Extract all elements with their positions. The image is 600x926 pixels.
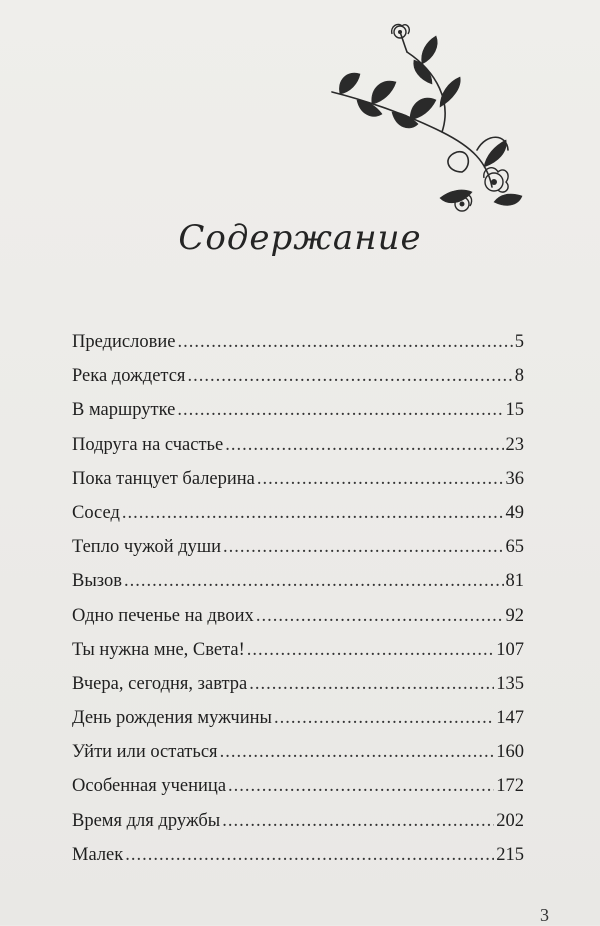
toc-entry[interactable] [72,537,524,571]
toc-entry-page: 15 [505,400,524,421]
toc-entry-title: Пока танцует балерина [72,468,255,489]
toc-entry-page: 92 [505,605,524,626]
toc-entry-page: 8 [514,366,524,387]
toc-entry-title: Время для дружбы [72,810,221,831]
toc-entry[interactable] [72,708,524,742]
toc-entry-page: 23 [505,434,524,455]
toc-entry-title: Ты нужна мне, Света! [72,639,245,660]
toc-entry-page: 147 [496,708,524,729]
table-of-contents [72,332,524,879]
toc-entry-title: Сосед [72,502,120,523]
dot-leader [177,400,503,421]
toc-entry-title: В маршрутке [72,400,176,421]
dot-leader [222,811,494,832]
dot-leader [124,571,504,592]
toc-entry-page: 81 [505,571,524,592]
toc-entry-page: 172 [496,776,524,797]
toc-entry-page: 135 [496,673,524,694]
toc-entry-title: Одно печенье на двоих [72,605,254,626]
dot-leader [228,776,494,797]
dot-leader [220,742,495,763]
toc-entry-title: Особенная ученица [72,776,227,797]
toc-entry-page: 215 [496,844,524,865]
dot-leader [187,366,512,387]
dot-leader [225,435,503,456]
toc-entry[interactable] [72,503,524,537]
toc-entry[interactable] [72,742,524,776]
toc-entry-title: Река дождется [72,366,186,387]
toc-entry-page: 49 [505,502,524,523]
toc-entry-title: Предисловие [72,332,176,352]
dot-leader [177,332,512,353]
toc-entry[interactable] [72,366,524,400]
toc-entry[interactable] [72,571,524,605]
toc-entry-page: 65 [505,537,524,558]
toc-entry[interactable] [72,332,524,366]
dot-leader [223,537,503,558]
toc-entry-page: 5 [514,332,524,352]
page-title: Содержание [178,218,422,258]
dot-leader [256,606,504,627]
toc-entry-page: 107 [496,639,524,660]
dot-leader [249,674,494,695]
toc-entry[interactable] [72,400,524,434]
page-number: 3 [540,905,549,925]
toc-entry[interactable] [72,776,524,810]
toc-entry[interactable] [72,811,524,845]
dot-leader [122,503,504,524]
dot-leader [247,640,494,661]
toc-entry-title: Подруга на счастье [72,434,224,455]
toc-entry[interactable] [72,845,524,879]
toc-entry[interactable] [72,606,524,640]
floral-branch-icon [312,22,532,222]
toc-entry-title: Уйти или остаться [72,742,218,763]
toc-entry-title: Вызов [72,571,122,592]
dot-leader [125,845,494,866]
dot-leader [257,469,504,490]
toc-entry-title: Вчера, сегодня, завтра [72,673,248,694]
toc-entry[interactable] [72,469,524,503]
toc-entry-page: 202 [496,810,524,831]
dot-leader [274,708,494,729]
toc-entry-title: День рождения мужчины [72,708,272,729]
toc-entry-title: Тепло чужой души [72,537,222,558]
toc-entry-page: 160 [496,742,524,763]
toc-entry[interactable] [72,435,524,469]
toc-entry[interactable] [72,674,524,708]
toc-entry-title: Малек [72,844,124,865]
toc-entry-page: 36 [505,468,524,489]
toc-entry[interactable] [72,640,524,674]
